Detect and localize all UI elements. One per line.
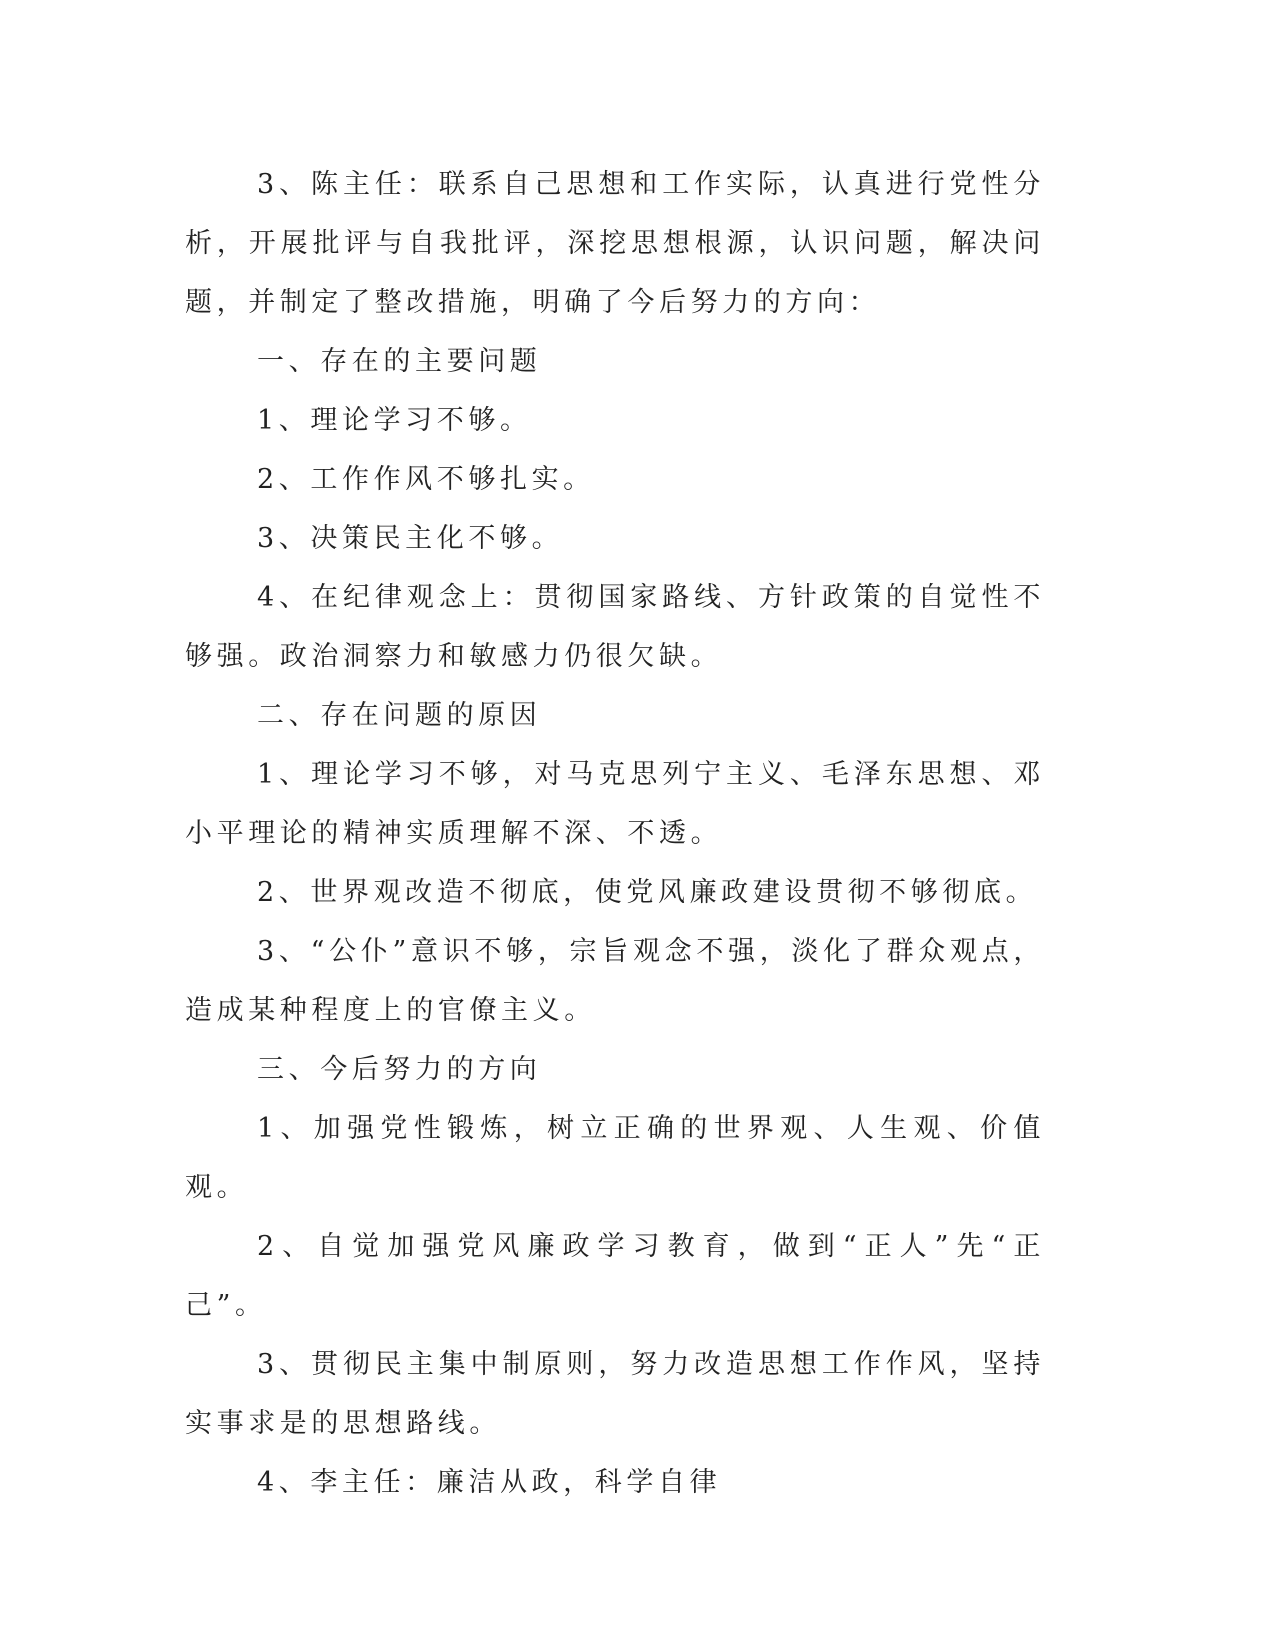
direction-item-2: 2、自觉加强党风廉政学习教育，做到“正人”先“正己”。 <box>185 1231 1045 1321</box>
paragraph-chen-intro: 3、陈主任：联系自己思想和工作实际，认真进行党性分析，开展批评与自我批评，深挖思想根源，认识问题，解决问题，并制定了整改措施，明确了今后努力的方向： <box>185 169 1045 318</box>
problem-item-2: 2、工作作风不够扎实。 <box>257 464 595 495</box>
problem-item-4: 4、在纪律观念上：贯彻国家路线、方针政策的自觉性不够强。政治洞察力和敏感力仍很欠缺。 <box>185 582 1045 672</box>
cause-item-3: 3、“公仆”意识不够，宗旨观念不强，淡化了群众观点，造成某种程度上的官僚主义。 <box>185 936 1045 1026</box>
heading-future-direction: 三、今后努力的方向 <box>257 1054 542 1085</box>
heading-causes: 二、存在问题的原因 <box>257 700 542 731</box>
problem-item-3: 3、决策民主化不够。 <box>257 523 564 554</box>
paragraph-li-intro: 4、李主任：廉洁从政，科学自律 <box>257 1467 722 1498</box>
heading-main-problems: 一、存在的主要问题 <box>257 346 542 377</box>
document-body <box>185 155 1045 1512</box>
direction-item-3: 3、贯彻民主集中制原则，努力改造思想工作作风，坚持实事求是的思想路线。 <box>185 1349 1045 1439</box>
problem-item-1: 1、理论学习不够。 <box>257 405 532 436</box>
cause-item-1: 1、理论学习不够，对马克思列宁主义、毛泽东思想、邓小平理论的精神实质理解不深、不透。 <box>185 759 1045 849</box>
cause-item-2: 2、世界观改造不彻底，使党风廉政建设贯彻不够彻底。 <box>257 877 1038 908</box>
direction-item-1: 1、加强党性锻炼，树立正确的世界观、人生观、价值观。 <box>185 1113 1045 1203</box>
